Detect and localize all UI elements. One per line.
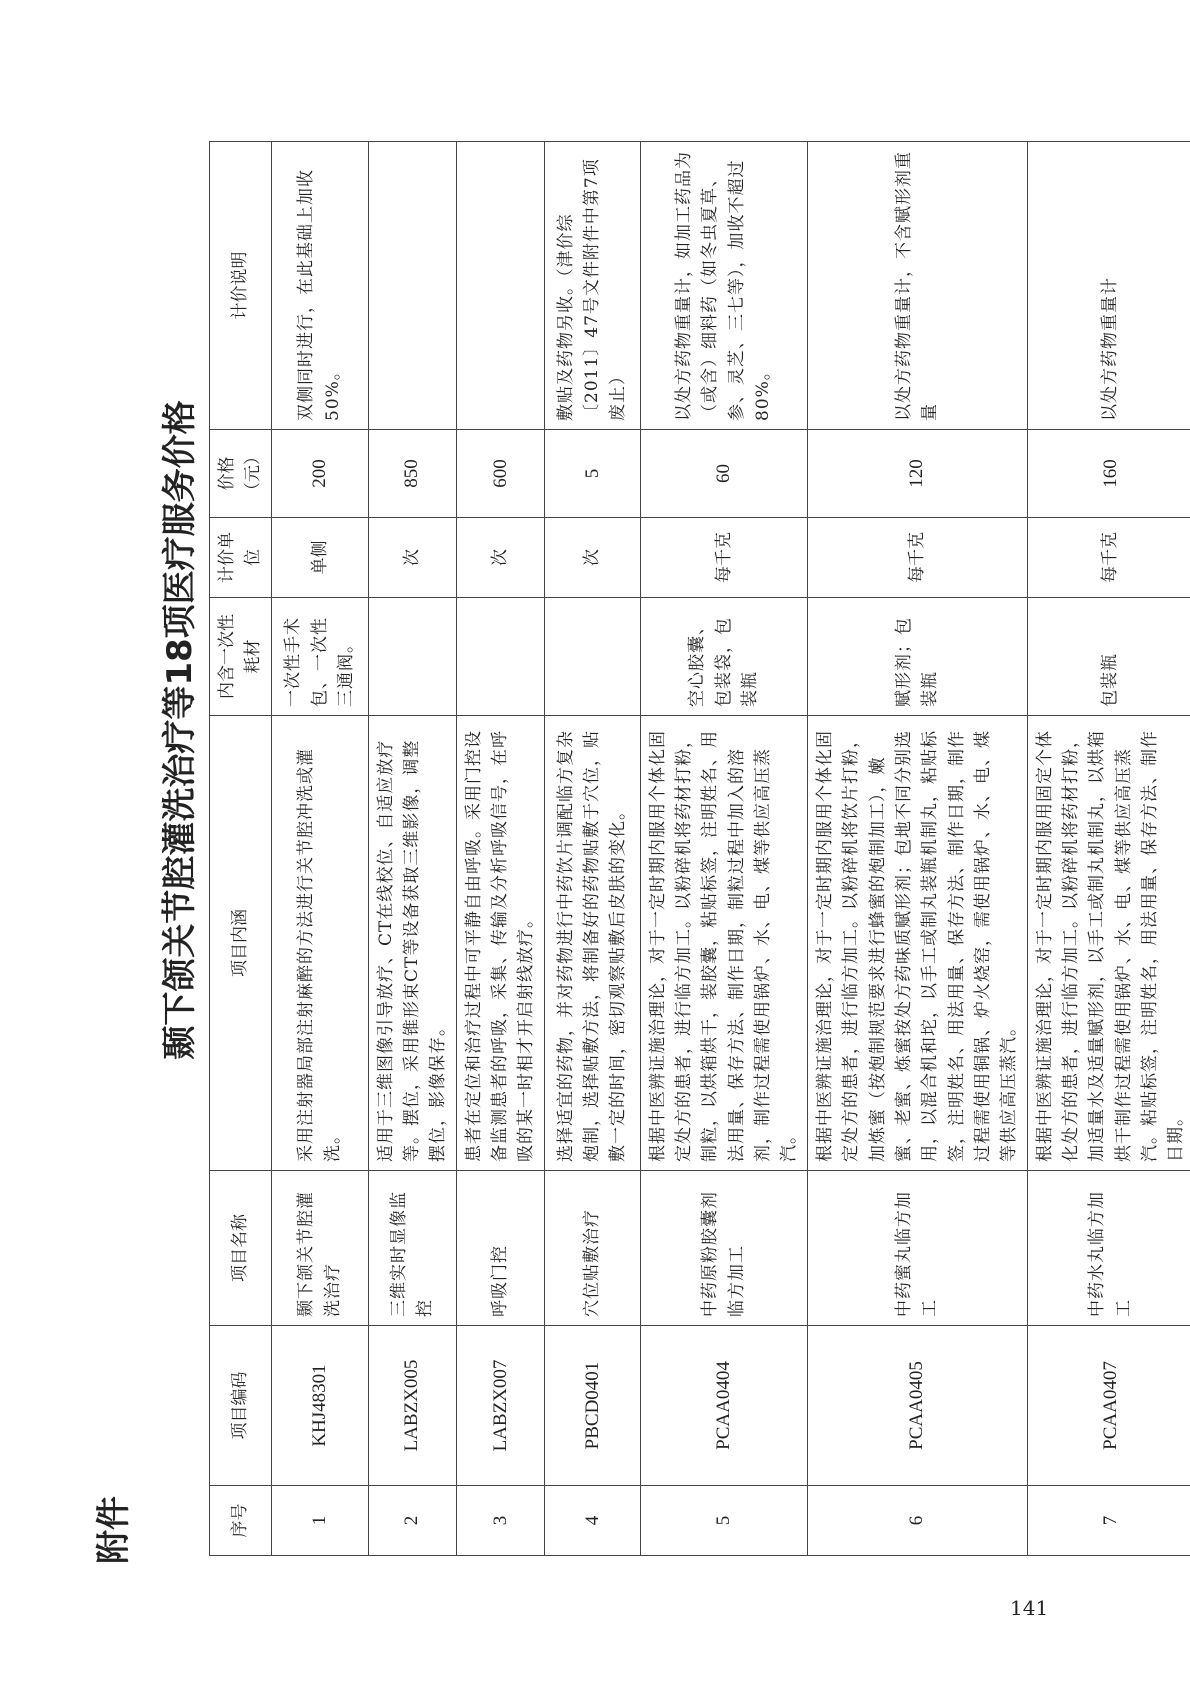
cell-index: 2: [368, 1486, 456, 1556]
cell-code: PCAA0405: [807, 1326, 1027, 1486]
cell-index: 1: [271, 1486, 368, 1556]
cell-unit: 单侧: [271, 518, 368, 598]
header-cell: 项目内涵: [210, 716, 272, 1171]
cell-name: 中药蜜丸临方加工: [807, 1171, 1027, 1326]
cell-code: PCAA0404: [640, 1326, 807, 1486]
cell-unit: 次: [544, 518, 640, 598]
price-table-container: [209, 142, 1187, 1556]
cell-consumables: 空心胶囊、包装袋，包装瓶: [640, 598, 807, 716]
cell-price: 850: [368, 430, 456, 518]
cell-code: LABZX005: [368, 1326, 456, 1486]
cell-index: 4: [544, 1486, 640, 1556]
cell-code: KHJ48301: [271, 1326, 368, 1486]
cell-index: 5: [640, 1486, 807, 1556]
cell-index: 7: [1027, 1486, 1190, 1556]
page-number: 141: [1010, 1596, 1049, 1620]
table-row: [807, 142, 1027, 1556]
cell-unit: 每千克: [807, 518, 1027, 598]
cell-content: 适用于三维图像引导放疗、CT在线校位、自适应放疗等。摆位，采用锥形束CT等设备获取三维影像，调整摆位，影像保存。: [368, 716, 456, 1171]
cell-code: LABZX007: [456, 1326, 544, 1486]
cell-content: 选择适宜的药物，并对药物进行中药饮片调配临方复杂炮制，选择贴敷方法，将制备好的药物贴敷于穴位，贴敷一定的时间，密切观察贴敷后皮肤的变化。: [544, 716, 640, 1171]
cell-unit: 次: [456, 518, 544, 598]
cell-consumables: 包装瓶: [1027, 598, 1190, 716]
cell-note: [456, 142, 544, 430]
table-row: [640, 142, 807, 1556]
cell-content: 采用注射器局部注射麻醉的方法进行关节腔冲洗或灌洗。: [271, 716, 368, 1171]
cell-consumables: [544, 598, 640, 716]
cell-name: 穴位贴敷治疗: [544, 1171, 640, 1326]
cell-note: 以处方药物重量计: [1027, 142, 1190, 430]
table-row: [456, 142, 544, 1556]
table-row: [544, 142, 640, 1556]
cell-price: 5: [544, 430, 640, 518]
cell-unit: 每千克: [1027, 518, 1190, 598]
cell-note: 以处方药物重量计，不含赋形剂重量: [807, 142, 1027, 430]
cell-consumables: 赋形剂；包装瓶: [807, 598, 1027, 716]
cell-consumables: [456, 598, 544, 716]
table-row: [368, 142, 456, 1556]
cell-code: PBCD0401: [544, 1326, 640, 1486]
cell-consumables: 一次性手术包、一次性三通阀。: [271, 598, 368, 716]
cell-name: 三维实时显像监控: [368, 1171, 456, 1326]
cell-note: [368, 142, 456, 430]
cell-content: 根据中医辨证施治理论，对于一定时期内服用固定个体化处方的患者，进行临方加工。以粉碎机将药材打粉，加适量水及适量赋形剂，以手工或制丸机制丸，以烘箱烘干制作过程需使用锅炉、水、电、煤等供应高压蒸汽。粘贴标签，注明姓名，用法用量、保存方法、制作日期。: [1027, 716, 1190, 1171]
attachment-label: 附件: [93, 1496, 134, 1564]
cell-note: 敷贴及药物另收。（津价综〔2011〕47号文件附件中第7项废止）: [544, 142, 640, 430]
cell-code: PCAA0407: [1027, 1326, 1190, 1486]
header-cell: 价格（元）: [210, 430, 272, 518]
cell-name: 呼吸门控: [456, 1171, 544, 1326]
cell-price: 120: [807, 430, 1027, 518]
cell-price: 60: [640, 430, 807, 518]
header-cell: 内含一次性耗材: [210, 598, 272, 716]
cell-content: 患者在定位和治疗过程中可平静自由呼吸。采用门控设备监测患者的呼吸，采集、传输及分析呼吸信号，在呼吸的某一时相才开启射线放疗。: [456, 716, 544, 1171]
cell-price: 600: [456, 430, 544, 518]
table-row: [1027, 142, 1190, 1556]
header-cell: 项目编码: [210, 1326, 272, 1486]
cell-index: 6: [807, 1486, 1027, 1556]
cell-note: 双侧同时进行，在此基础上加收50%。: [271, 142, 368, 430]
header-cell: 项目名称: [210, 1171, 272, 1326]
cell-name: 中药原粉胶囊剂临方加工: [640, 1171, 807, 1326]
header-cell: 计价说明: [210, 142, 272, 430]
cell-name: 中药水丸临方加工: [1027, 1171, 1190, 1326]
cell-unit: 次: [368, 518, 456, 598]
cell-price: 200: [271, 430, 368, 518]
cell-name: 颞下颌关节腔灌洗治疗: [271, 1171, 368, 1326]
table-row: [271, 142, 368, 1556]
cell-price: 160: [1027, 430, 1190, 518]
cell-consumables: [368, 598, 456, 716]
cell-content: 根据中医辨证施治理论，对于一定时期内服用个体化固定处方的患者，进行临方加工。以粉碎机将饮片打粉，加炼蜜（按炮制规范要求进行蜂蜜的炮制加工），嫩蜜、老蜜、炼蜜按处方药味质赋形剂；包地不同分别选用，以混合机和坨，以手工或制丸装瓶机制丸，粘贴标签，注明姓名、用法用量、保存方法、制作日期，制作过程需使用铜锅、炉火烧窑，需使用锅炉、水、电、煤等供应高压蒸汽。: [807, 716, 1027, 1171]
price-table: [209, 141, 1190, 1556]
header-cell: 序号: [210, 1486, 272, 1556]
cell-note: 以处方药物重量计，如加工药品为（或含）细料药（如冬虫夏草、参、灵芝、三七等），加收不超过80%。: [640, 142, 807, 430]
cell-unit: 每千克: [640, 518, 807, 598]
table-header-row: [210, 142, 272, 1556]
header-cell: 计价单位: [210, 518, 272, 598]
cell-index: 3: [456, 1486, 544, 1556]
cell-content: 根据中医辨证施治理论，对于一定时期内服用个体化固定处方的患者，进行临方加工。以粉碎机将药材打粉，制粒，以烘箱烘干，装胶囊，粘贴标签，注明姓名、用法用量、保存方法、制作日期，制粒过程中加入的溶剂，制作过程需使用锅炉、水、电、煤等供应高压蒸汽。: [640, 716, 807, 1171]
page-title: 颞下颌关节腔灌洗治疗等18项医疗服务价格: [160, 400, 200, 1060]
